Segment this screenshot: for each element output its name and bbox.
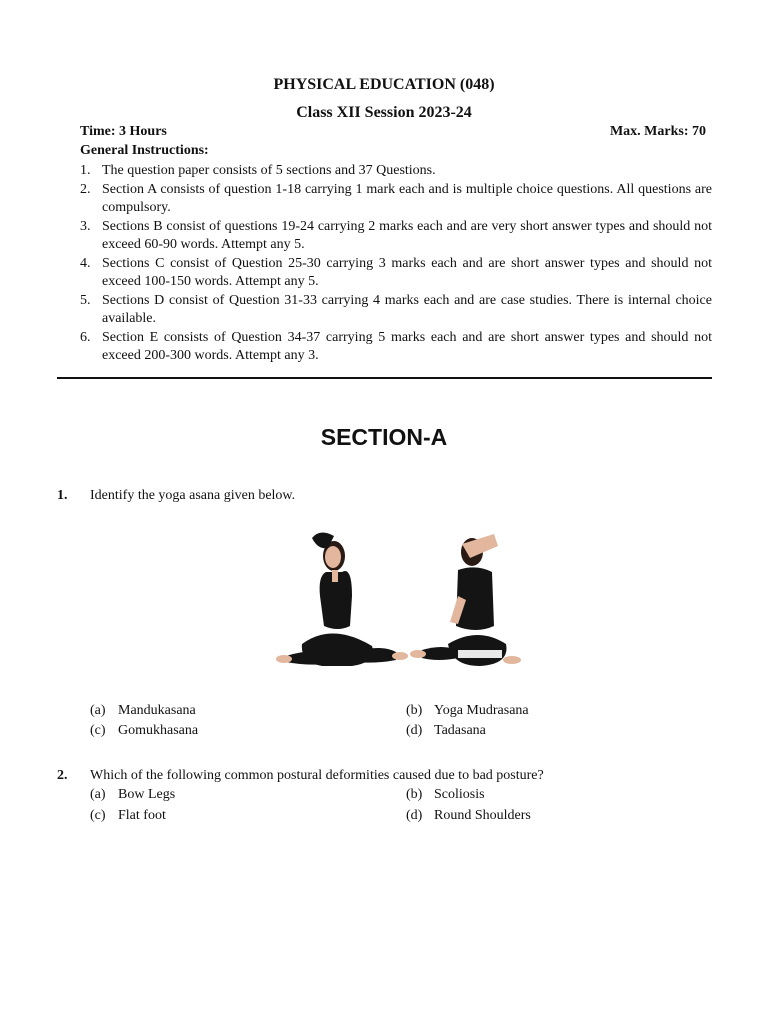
option-text: Tadasana [434,723,486,738]
option-text: Scoliosis [434,787,485,802]
instruction-item [80,255,712,292]
option-c [90,723,198,739]
option-a [90,787,175,803]
option-a [90,703,196,719]
time-label: Time: 3 Hours [80,124,167,139]
question-text: Which of the following common postural deformities caused due to bad posture? [90,768,544,783]
instruction-number: 4. [80,255,91,271]
option-text: Yoga Mudrasana [434,703,529,718]
option-b [406,703,529,719]
instruction-item [80,329,712,366]
option-text: Gomukhasana [118,723,199,738]
option-label: (a) [90,703,106,718]
instruction-number: 6. [80,329,91,345]
option-text: Mandukasana [118,703,196,718]
instruction-item [80,218,712,255]
back-figure [410,534,521,666]
question-number: 1. [57,488,68,503]
instruction-text: Section A consists of question 1-18 carrying 1 mark each and is multiple choice questions. All questions are compulsory. [102,181,712,215]
option-d [406,808,531,824]
question-text: Identify the yoga asana given below. [90,488,296,503]
front-figure [276,532,408,666]
paper-title: PHYSICAL EDUCATION (048) [273,76,495,93]
option-label: (d) [406,808,423,823]
instructions-list [80,162,712,366]
option-label: (c) [90,723,106,738]
instruction-number: 5. [80,292,91,308]
option-text: Round Shoulders [434,808,531,823]
option-label: (d) [406,723,423,738]
instruction-number: 1. [80,163,91,178]
option-text: Flat foot [118,808,166,823]
option-text: Bow Legs [118,787,176,802]
option-b [406,787,485,803]
section-heading: SECTION-A [320,424,448,450]
instruction-item [80,181,712,218]
option-label: (a) [90,787,106,802]
instruction-item [80,162,712,181]
instructions-heading: General Instructions: [80,143,209,158]
instruction-text: Section E consists of Question 34-37 carrying 5 marks each and are short answer types and should not exceed 200-300 words. Attempt any 3. [102,329,712,363]
instruction-number: 3. [80,218,91,234]
session-title: Class XII Session 2023-24 [296,104,472,121]
horizontal-rule [57,377,712,379]
instruction-number: 2. [80,181,91,197]
option-c [90,808,166,824]
option-d [406,723,486,739]
option-label: (b) [406,787,423,802]
instruction-text: Sections D consist of Question 31-33 carrying 4 marks each and are case studies. There is internal choice available. [102,292,712,326]
option-label: (c) [90,808,106,823]
max-marks-label: Max. Marks: 70 [609,124,706,139]
yoga-asana-image [272,526,534,676]
instruction-text: Sections B consist of questions 19-24 carrying 2 marks each and are very short answer types and should not exceed 60-90 words. Attempt any 5. [102,218,712,252]
option-label: (b) [406,703,423,718]
instruction-text: The question paper consists of 5 sections and 37 Questions. [102,163,436,178]
instruction-item [80,292,712,329]
question-number: 2. [57,768,68,783]
instruction-text: Sections C consist of Question 25-30 carrying 3 marks each and are short answer types and should not exceed 100-150 words. Attempt any 5. [102,255,712,289]
